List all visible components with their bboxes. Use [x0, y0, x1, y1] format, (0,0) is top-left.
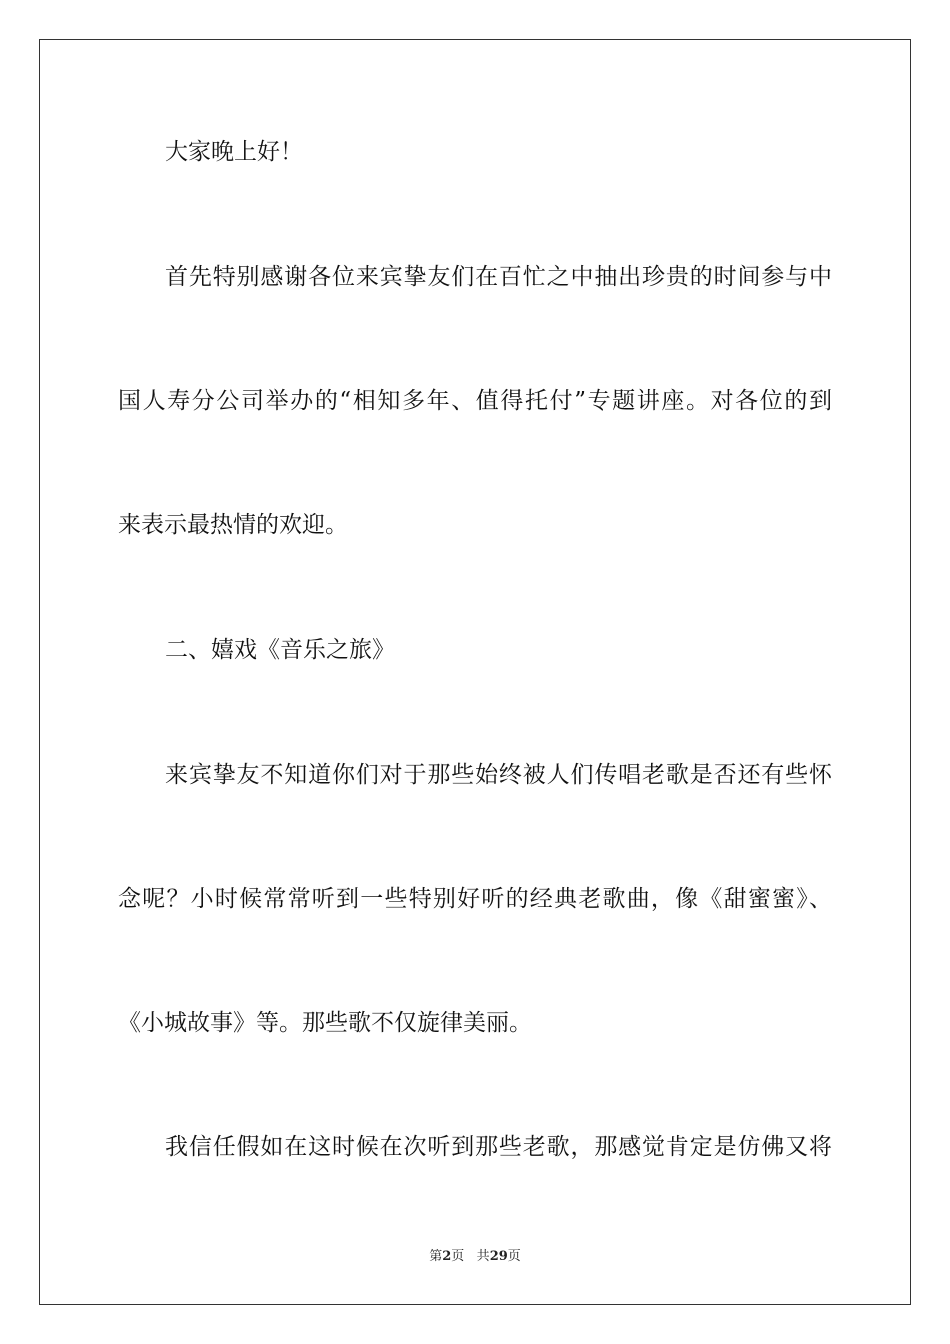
paragraph-line: 我信任假如在这时候在次听到那些老歌，那感觉肯定是仿佛又将: [165, 1134, 832, 1160]
paragraph-line: 来宾挚友不知道你们对于那些始终被人们传唱老歌是否还有些怀: [165, 762, 832, 788]
page-footer: [0, 1248, 950, 1266]
paragraph-line: 国人寿分公司举办的“相知多年、值得托付”专题讲座。对各位的到: [118, 388, 832, 414]
section-heading: 二、嬉戏《音乐之旅》: [165, 637, 395, 663]
page-suffix: 页: [451, 1249, 465, 1264]
total-prefix: 共: [476, 1249, 490, 1264]
greeting-line: 大家晚上好！: [165, 139, 303, 165]
total-pages: 29: [489, 1249, 508, 1264]
paragraph-line: 首先特别感谢各位来宾挚友们在百忙之中抽出珍贵的时间参与中: [165, 264, 832, 290]
page-number: 2: [442, 1249, 452, 1264]
paragraph-line: 念呢？小时候常常听到一些特别好听的经典老歌曲，像《甜蜜蜜》、: [118, 886, 832, 912]
paragraph-line: 《小城故事》等。那些歌不仅旋律美丽。: [118, 1010, 532, 1036]
page-border: [39, 39, 911, 1305]
total-suffix: 页: [507, 1249, 521, 1264]
page-prefix: 第: [429, 1249, 443, 1264]
paragraph-line: 来表示最热情的欢迎。: [118, 512, 348, 538]
